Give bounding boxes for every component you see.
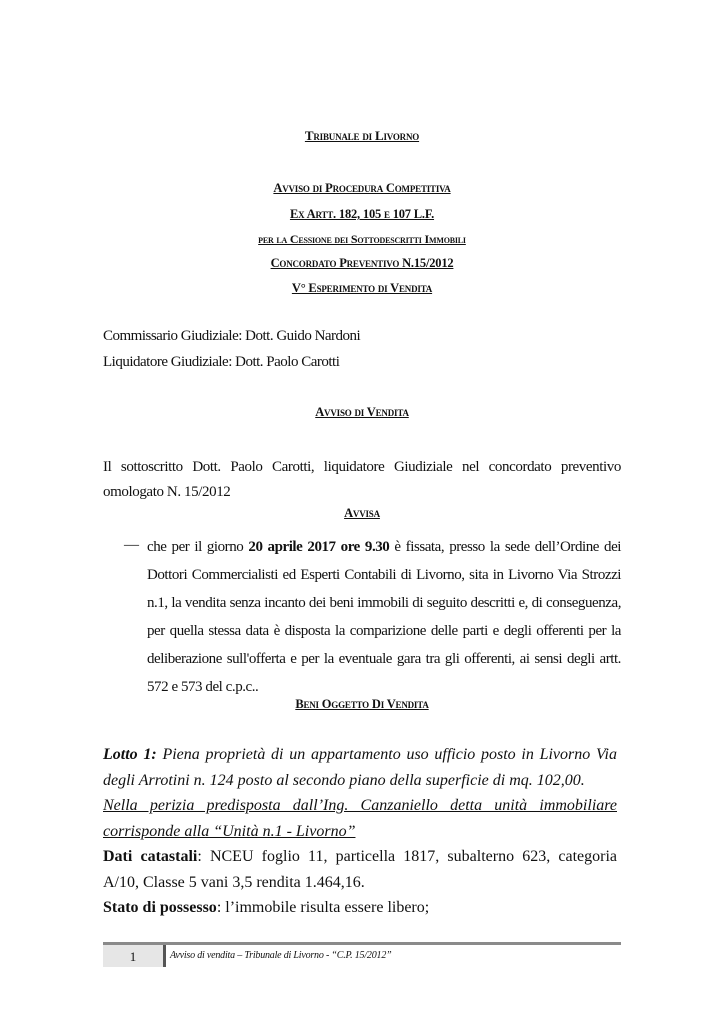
footer-separator [163,945,166,967]
articles-title: Ex Artt. 182, 105 e 107 L.F. [289,207,435,221]
lot-block [103,742,617,921]
lot-label: Lotto 1: [103,746,157,763]
attempt-title: V° Esperimento di Vendita [291,281,433,295]
intro-paragraph: Il sottoscritto Dott. Paolo Carotti, liquidatore Giudiziale nel concordato preventivo omologato N. 15/2012 [103,459,621,500]
appraisal-note: Nella perizia predisposta dall’Ing. Canzaniello detta unità immobiliare corrisponde alla “Unità n.1 - Livorno” [103,797,617,840]
possession-status [103,895,617,921]
case-title: Concordato Preventivo N.15/2012 [270,256,454,270]
cadastral-value: : NCEU foglio 11, particella 1817, subalterno 623, categoria A/10, Classe 5 vani 3,5 rendita 1.464,16. [103,848,617,891]
notice-title: Avviso di Procedura Competitiva [273,181,451,195]
possession-value: : l’immobile risulta essere libero; [216,899,430,916]
lot-description [103,742,617,793]
footer-text: Avviso di vendita – Tribunale di Livorno - “C.P. 15/2012” [170,950,392,961]
avvisa-label: Avvisa [344,506,380,520]
sale-bullet [124,533,621,701]
court-title: Tribunale di Livorno [304,128,420,143]
commissario-line: Commissario Giudiziale: Dott. Guido Nardoni [103,328,361,344]
dash-bullet: — [124,537,139,553]
goods-heading: Beni Oggetto Di Vendita [295,697,429,711]
sale-heading: Avviso di Vendita [315,405,409,419]
lot-text: Piena proprietà di un appartamento uso ufficio posto in Livorno Via degli Arrotini n. 124 posto al secondo piano della superficie di mq. 102,00. [103,746,617,789]
possession-label: Stato di possesso [103,899,217,916]
cadastral-label: Dati catastali [103,848,198,865]
bullet-post: è fissata, presso la sede dell’Ordine dei Dottori Commercialisti ed Esperti Contabili di Livorno, sita in Livorno Via Strozzi n.1, la vendita senza incanto dei beni immobili di seguito descritti e, di conseguenza, per quella stessa data è disposta la comparizione delle parti e degli offerenti per la deliberazione sull'offerta e per la eventuale gara tra gli offerenti, ai sensi degli artt. 572 e 573 del c.p.c.. [147,539,621,695]
bullet-paragraph [147,533,621,701]
page-number: 1 [103,945,163,967]
footer-rule [103,942,621,945]
bullet-pre: che per il giorno [147,539,249,555]
liquidatore-line: Liquidatore Giudiziale: Dott. Paolo Carotti [103,354,340,370]
purpose-title: per la Cessione dei Sottodescritti Immobili [258,232,466,246]
auction-date: 20 aprile 2017 ore 9.30 [248,539,390,555]
cadastral-data [103,844,617,895]
